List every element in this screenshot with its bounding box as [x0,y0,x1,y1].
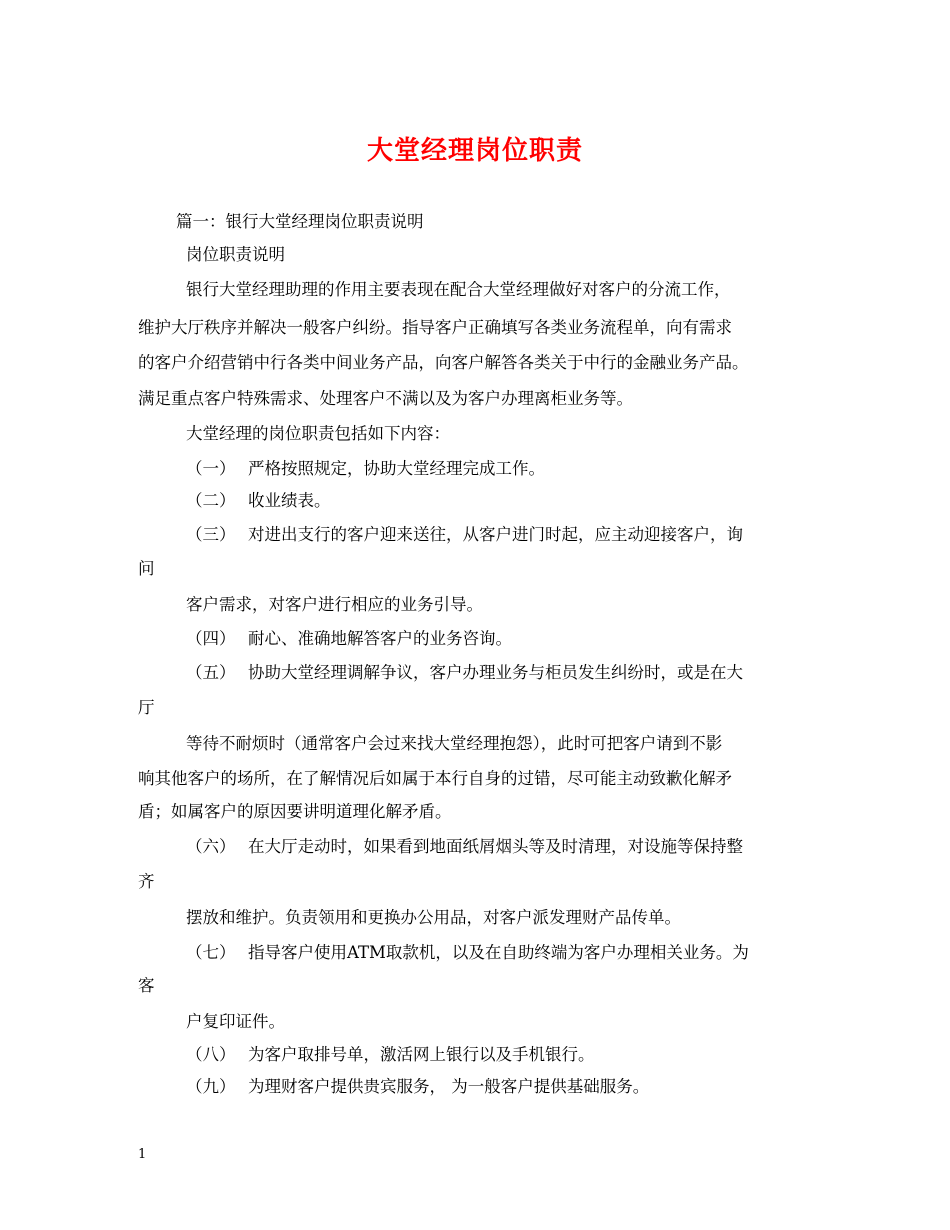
list-item [186,524,743,546]
paragraph-line: 客 [138,976,155,995]
document-title: 大堂经理岗位职责 [366,136,583,166]
list-item [186,662,743,684]
list-text: 为客户取排号单，激活网上银行以及手机银行。 [248,1045,595,1064]
list-text: 对进出支行的客户迎来送往，从客户进门时起，应主动迎接客户，询 [248,525,743,544]
paragraph-line: 盾；如属客户的原因要讲明道理化解矛盾。 [138,802,452,821]
paragraph-line: 户复印证件。 [186,1012,285,1031]
list-number: （二） [186,491,236,510]
paragraph-line: 银行大堂经理助理的作用主要表现在配合大堂经理做好对客户的分流工作， [186,280,731,299]
section-heading: 篇一：银行大堂经理岗位职责说明 [176,212,424,231]
subheading: 岗位职责说明 [186,245,285,264]
paragraph-line: 等待不耐烦时（通常客户会过来找大堂经理抱怨），此时可把客户请到不影 [186,734,723,753]
list-text: 为理财客户提供贵宾服务， 为一般客户提供基础服务。 [248,1077,650,1096]
list-number: （三） [186,525,236,544]
paragraph-line: 满足重点客户特殊需求、处理客户不满以及为客户办理离柜业务等。 [138,389,633,408]
paragraph-line: 厅 [138,698,155,717]
list-number: （四） [186,629,236,648]
list-text: 耐心、准确地解答客户的业务咨询。 [248,629,512,648]
paragraph-line: 摆放和维护。负责领用和更换办公用品，对客户派发理财产品传单。 [186,908,681,927]
list-number: （八） [186,1045,236,1064]
list-text: 严格按照规定，协助大堂经理完成工作。 [248,459,545,478]
paragraph-line: 问 [138,559,155,578]
paragraph-line: 的客户介绍营销中行各类中间业务产品，向客户解答各类关于中行的金融业务产品。 [138,353,749,372]
list-text: 收业绩表。 [248,491,331,510]
list-item [186,942,749,964]
list-item [186,628,512,650]
list-item [186,458,545,480]
list-item [186,490,331,512]
page-number: 1 [138,1147,147,1162]
paragraph-line: 响其他客户的场所，在了解情况后如属于本行自身的过错，尽可能主动致歉化解矛 [138,769,732,788]
list-number: （七） [186,943,236,962]
list-item [186,836,743,858]
paragraph-line: 客户需求，对客户进行相应的业务引导。 [186,595,483,614]
paragraph-line: 维护大厅秩序并解决一般客户纠纷。指导客户正确填写各类业务流程单，向有需求 [138,318,732,337]
list-text: 协助大堂经理调解争议，客户办理业务与柜员发生纠纷时，或是在大 [248,663,743,682]
list-number: （一） [186,459,236,478]
paragraph-line: 齐 [138,872,155,891]
list-number: （六） [186,837,236,856]
paragraph-line: 大堂经理的岗位职责包括如下内容： [186,424,450,443]
list-text: 在大厅走动时，如果看到地面纸屑烟头等及时清理，对设施等保持整 [248,837,743,856]
list-number: （五） [186,663,236,682]
list-text: 指导客户使用ATM取款机，以及在自助终端为客户办理相关业务。为 [248,943,749,962]
list-item [186,1076,649,1098]
list-item [186,1044,595,1066]
list-number: （九） [186,1077,236,1096]
